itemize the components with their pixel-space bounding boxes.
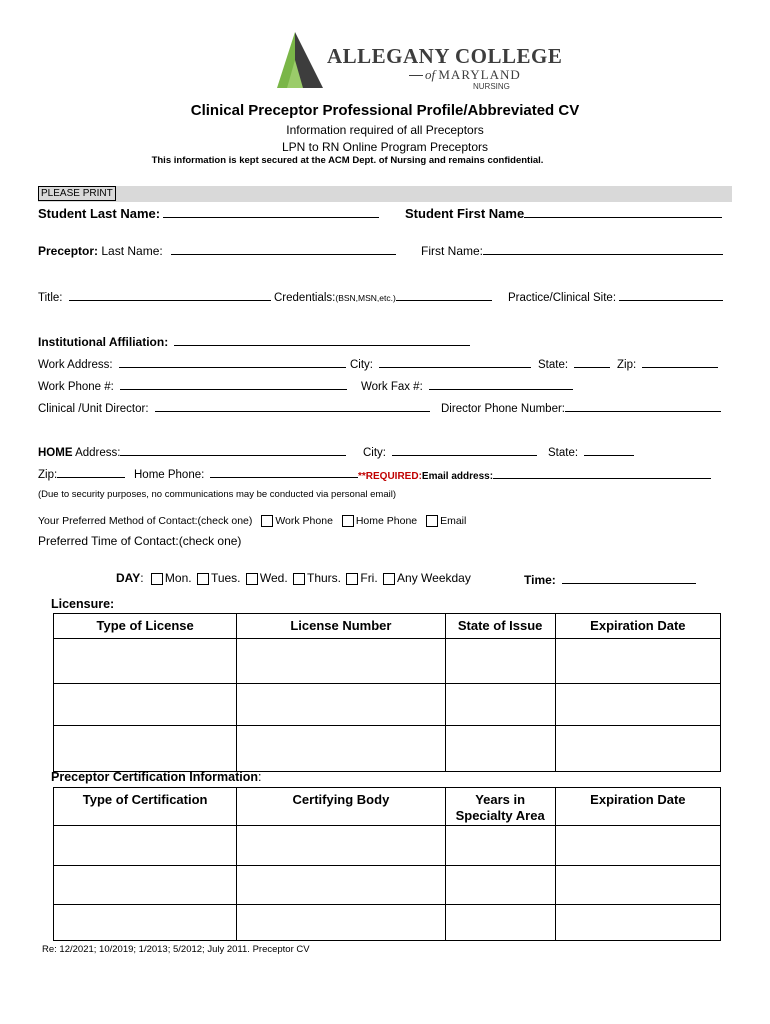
table-row <box>54 826 721 866</box>
table-cell[interactable] <box>555 639 720 684</box>
work-state-label: State: <box>538 359 569 371</box>
email-checkbox[interactable] <box>426 515 438 527</box>
day-any-weekday: Any Weekday <box>397 571 471 585</box>
home-address-label: Address: <box>75 447 121 459</box>
mon-checkbox[interactable] <box>151 573 163 585</box>
day-row: DAY: Mon. Tues. Wed. Thurs. Fri. Any Weekday <box>116 571 471 585</box>
work-city-field[interactable] <box>350 355 531 371</box>
certification-col-type: Type of Certification <box>54 788 237 826</box>
table-cell[interactable] <box>237 726 445 772</box>
table-cell[interactable] <box>445 639 555 684</box>
table-row <box>54 639 721 684</box>
preceptor-label: Preceptor: <box>38 244 99 258</box>
director-phone-label: Director Phone Number: <box>441 403 565 415</box>
table-cell[interactable] <box>54 639 237 684</box>
work-state-field[interactable] <box>538 355 610 371</box>
day-label: DAY <box>116 571 141 585</box>
table-row <box>54 866 721 905</box>
certification-col-expiration: Expiration Date <box>555 788 720 826</box>
work-fax-field[interactable] <box>361 377 573 393</box>
thurs-checkbox[interactable] <box>293 573 305 585</box>
table-row <box>54 726 721 772</box>
home-state-field[interactable] <box>548 443 634 459</box>
logo-line2 <box>425 67 521 83</box>
page-title: Clinical Preceptor Professional Profile/Abbreviated CV <box>190 102 580 119</box>
practice-site-field[interactable] <box>508 288 723 304</box>
day-tues: Tues. <box>210 571 241 585</box>
certification-heading-colon: : <box>257 770 262 784</box>
preceptor-last-name-label: Last Name: <box>101 244 163 258</box>
work-address-field[interactable] <box>38 355 346 371</box>
home-zip-label: Zip: <box>38 469 58 481</box>
work-phone-label: Work Phone #: <box>38 381 114 393</box>
required-label: **REQUIRED: <box>358 471 422 482</box>
home-state-label: State: <box>548 447 579 459</box>
logo-rule <box>409 75 423 76</box>
table-cell[interactable] <box>445 866 555 905</box>
student-first-name-label: Student First Name <box>405 206 525 221</box>
method-work-phone-label: Work Phone <box>275 515 333 527</box>
security-note: (Due to security purposes, no communications may be conducted via personal email) <box>38 489 397 500</box>
practice-site-label: Practice/Clinical Site: <box>508 292 617 304</box>
title-field[interactable] <box>38 288 271 304</box>
table-cell[interactable] <box>237 684 445 726</box>
work-zip-field[interactable] <box>617 355 718 371</box>
home-address-field[interactable] <box>38 443 346 459</box>
tues-checkbox[interactable] <box>197 573 209 585</box>
work-zip-label: Zip: <box>617 359 637 371</box>
logo-of: of <box>425 67 436 82</box>
preferred-method-row <box>38 515 466 527</box>
revision-footer: Re: 12/2021; 10/2019; 1/2013; 5/2012; July 2011. Preceptor CV <box>42 944 310 955</box>
day-wed: Wed. <box>259 571 288 585</box>
logo-line1: ALLEGANY COLLEGE <box>327 44 563 68</box>
credentials-field[interactable] <box>274 288 492 304</box>
institutional-affiliation-field[interactable] <box>38 333 470 349</box>
table-cell[interactable] <box>445 826 555 866</box>
time-field[interactable] <box>524 571 696 587</box>
preceptor-first-name-field[interactable] <box>421 242 723 258</box>
licensure-col-state: State of Issue <box>445 614 555 639</box>
email-address-label: Email address: <box>421 471 494 482</box>
table-cell[interactable] <box>54 905 237 941</box>
clinical-director-field[interactable] <box>38 399 430 415</box>
credentials-label: Credentials: <box>274 292 336 304</box>
student-first-name-field[interactable] <box>405 205 722 221</box>
institutional-affiliation-label: Institutional Affiliation: <box>38 335 169 349</box>
time-label: Time: <box>524 573 556 587</box>
table-cell[interactable] <box>555 726 720 772</box>
table-cell[interactable] <box>237 639 445 684</box>
day-mon: Mon. <box>164 571 192 585</box>
work-address-label: Work Address: <box>38 359 113 371</box>
clinical-director-label: Clinical /Unit Director: <box>38 403 149 415</box>
certification-heading: Preceptor Certification Information <box>51 770 258 784</box>
table-cell[interactable] <box>555 866 720 905</box>
certification-heading-row <box>51 770 261 784</box>
certification-col-body: Certifying Body <box>237 788 445 826</box>
home-zip-field[interactable] <box>38 465 125 481</box>
table-cell[interactable] <box>445 684 555 726</box>
certification-table <box>53 787 721 941</box>
subtitle-program: LPN to RN Online Program Preceptors <box>281 140 489 154</box>
table-cell[interactable] <box>555 684 720 726</box>
table-cell[interactable] <box>555 826 720 866</box>
logo-line3: NURSING <box>473 82 510 91</box>
confidential-note: This information is kept secured at the ACM Dept. of Nursing and remains confidential. <box>151 155 544 166</box>
table-cell[interactable] <box>54 826 237 866</box>
please-print-band <box>38 186 732 202</box>
wed-checkbox[interactable] <box>246 573 258 585</box>
home-label: HOME <box>38 447 73 459</box>
director-phone-field[interactable] <box>441 399 721 415</box>
fri-checkbox[interactable] <box>346 573 358 585</box>
home-phone-checkbox[interactable] <box>342 515 354 527</box>
table-cell[interactable] <box>54 866 237 905</box>
logo-maryland: MARYLAND <box>438 67 521 82</box>
preceptor-last-name-field[interactable] <box>38 242 396 258</box>
day-fri: Fri. <box>360 571 378 585</box>
subtitle-preceptors: Information required of all Preceptors <box>286 123 484 137</box>
table-cell[interactable] <box>555 905 720 941</box>
logo-mark-icon <box>275 30 335 88</box>
licensure-col-number: License Number <box>237 614 445 639</box>
work-phone-field[interactable] <box>38 377 347 393</box>
email-address-field[interactable] <box>358 466 711 482</box>
certification-col-years: Years in Specialty Area <box>445 788 555 826</box>
licensure-heading: Licensure: <box>51 597 115 611</box>
licensure-col-type: Type of License <box>54 614 237 639</box>
licensure-col-expiration: Expiration Date <box>555 614 720 639</box>
table-cell[interactable] <box>445 726 555 772</box>
please-print-label: PLEASE PRINT <box>38 186 116 201</box>
student-last-name-label: Student Last Name: <box>38 206 161 221</box>
table-cell[interactable] <box>54 726 237 772</box>
table-cell[interactable] <box>54 684 237 726</box>
work-phone-checkbox[interactable] <box>261 515 273 527</box>
any-weekday-checkbox[interactable] <box>383 573 395 585</box>
credentials-hint: (BSN,MSN,etc.) <box>335 293 396 303</box>
work-fax-label: Work Fax #: <box>361 381 423 393</box>
work-city-label: City: <box>350 359 373 371</box>
method-home-phone-label: Home Phone <box>355 515 418 527</box>
table-cell[interactable] <box>445 905 555 941</box>
table-row <box>54 684 721 726</box>
method-email-label: Email <box>440 515 467 527</box>
preferred-method-label: Your Preferred Method of Contact:(check one) <box>38 515 253 527</box>
table-cell[interactable] <box>237 866 445 905</box>
table-row <box>54 905 721 941</box>
home-phone-label: Home Phone: <box>134 469 205 481</box>
table-cell[interactable] <box>237 826 445 866</box>
title-label: Title: <box>38 292 63 304</box>
day-thurs: Thurs. <box>307 571 342 585</box>
home-city-field[interactable] <box>363 443 537 459</box>
first-name-label: First Name: <box>421 244 484 258</box>
licensure-table <box>53 613 721 772</box>
home-phone-field[interactable] <box>134 465 358 481</box>
preferred-time-label: Preferred Time of Contact:(check one) <box>38 534 242 548</box>
table-cell[interactable] <box>237 905 445 941</box>
home-city-label: City: <box>363 447 386 459</box>
student-last-name-field[interactable] <box>38 205 379 221</box>
